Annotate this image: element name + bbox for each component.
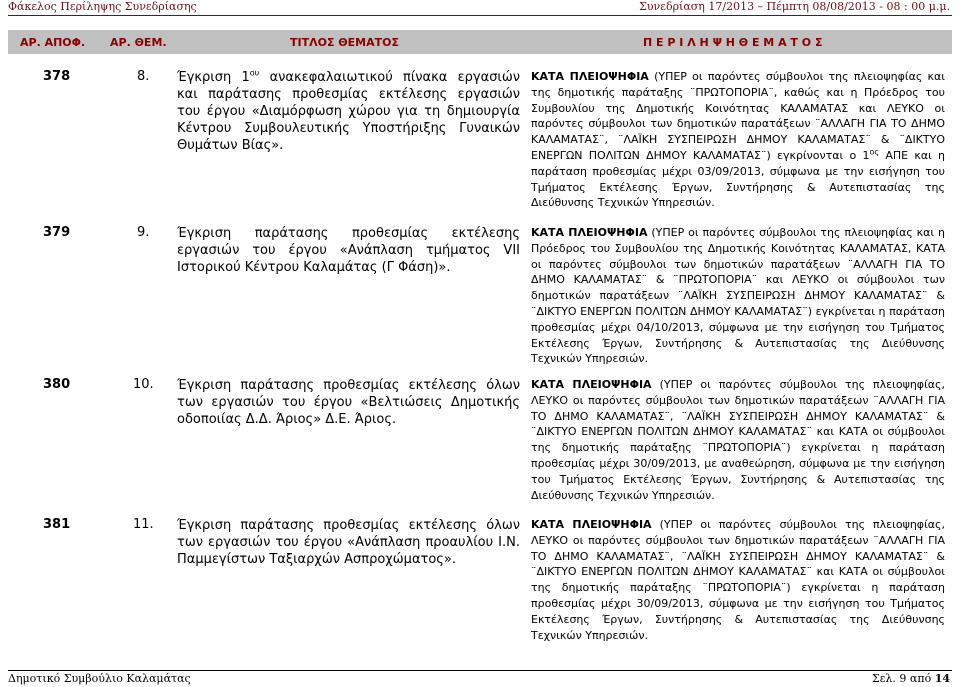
topic-summary: ΚΑΤΑ ΠΛΕΙΟΨΗΦΙΑ (ΥΠΕΡ οι παρόντες σύμβουλοι της πλειοψηφίας και η Πρόεδρος του Συμβουλίου της Δημοτικής Κοινότητας ΚΑΛΑΜΑΤΑΣ, ΚΑΤΑ οι παρόντες σύμβουλοι των δημοτικών παρατάξεων ¨ΑΛΛΑΓΗ ΓΙΑ ΤΟ ΔΗΜΟ ΚΑΛΑΜΑΤΑΣ¨ & ¨ΠΡΩΤΟΠΟΡΙΑ¨ και ΛΕΥΚΟ οι σύμβουλοι των δημοτικών παρατάξεων ¨ΛΑΪΚΗ ΣΥΣΠΕΙΡΩΣΗ ΔΗΜΟΥ ΚΑΛΑΜΑΤΑΣ¨ & ¨ΔΙΚΤΥΟ ΕΝΕΡΓΩΝ ΠΟΛΙΤΩΝ ΔΗΜΟΥ ΚΑΛΑΜΑΤΑΣ¨) εγκρίνεται η παράταση προθεσμίας μέχρι 04/10/2013, σύμφωνα με την εισήγηση του Τμήματος Εκτέλεσης Έργων, Συντήρησης & Αυτεπιστασίας της Διεύθυνσης Τεχνικών Υπηρεσιών. (531, 226, 945, 366)
page-total: 14 (934, 672, 950, 685)
page-number: 9 (899, 672, 907, 685)
topic-number: 10. (133, 377, 154, 392)
topic-summary: ΚΑΤΑ ΠΛΕΙΟΨΗΦΙΑ (ΥΠΕΡ οι παρόντες σύμβουλοι της πλειοψηφίας, ΛΕΥΚΟ οι παρόντες σύμβουλοι των δημοτικών παρατάξεων ¨ΑΛΛΑΓΗ ΓΙΑ ΤΟ ΔΗΜΟ ΚΑΛΑΜΑΤΑΣ¨, ¨ΛΑΪΚΗ ΣΥΣΠΕΙΡΩΣΗ ΔΗΜΟΥ ΚΑΛΑΜΑΤΑΣ¨ & ¨ΔΙΚΤΥΟ ΕΝΕΡΓΩΝ ΠΟΛΙΤΩΝ ΔΗΜΟΥ ΚΑΛΑΜΑΤΑΣ¨ και ΚΑΤΑ οι σύμβουλοι της δημοτικής παράταξης ¨ΠΡΩΤΟΠΟΡΙΑ¨) εγκρίνεται η παράταση προθεσμίας μέχρι 30/09/2013, με αναθεώρηση, σύμφωνα με την εισήγηση του Τμήματος Εκτέλεσης Έργων, Συντήρησης & Αυτεπιστασίας της Διεύθυνσης Τεχνικών Υπηρεσιών. (531, 378, 945, 502)
footer-divider (8, 670, 952, 671)
topic-number: 9. (137, 225, 150, 240)
page-indicator: Σελ. 9 από 14 (871, 672, 950, 685)
decision-number: 381 (43, 517, 71, 532)
topic-summary: ΚΑΤΑ ΠΛΕΙΟΨΗΦΙΑ (ΥΠΕΡ οι παρόντες σύμβουλοι της πλειοψηφίας και της δημοτικής παράταξης ¨ΠΡΩΤΟΠΟΡΙΑ¨, καθώς και η Πρόεδρος του Συμβουλίου της Δημοτικής Κοινότητας ΚΑΛΑΜΑΤΑΣ και ΛΕΥΚΟ οι παρόντες σύμβουλοι των δημοτικών παρατάξεων ¨ΑΛΛΑΓΗ ΓΙΑ ΤΟ ΔΗΜΟ ΚΑΛΑΜΑΤΑΣ¨, ¨ΛΑΪΚΗ ΣΥΣΠΕΙΡΩΣΗ ΔΗΜΟΥ ΚΑΛΑΜΑΤΑΣ¨ & ¨ΔΙΚΤΥΟ ΕΝΕΡΓΩΝ ΠΟΛΙΤΩΝ ΔΗΜΟΥ ΚΑΛΑΜΑΤΑΣ¨) εγκρίνονται ο $1^{o\varsigma}$ ΑΠΕ και η παράταση προθεσμίας μέχρι 03/09/2013, σύμφωνα με την εισήγηση του Τμήματος Εκτέλεσης Έργων, Συντήρησης & Αυτεπιστασίας της Διεύθυνσης Τεχνικών Υπηρεσιών. (531, 70, 946, 210)
topic-number: 11. (133, 517, 154, 532)
footer-council-name: Δημοτικό Συμβούλιο Καλαμάτας (8, 672, 191, 685)
topic-title: Έγκριση παράτασης προθεσμίας εκτέλεσης όλων των εργασιών του έργου «Βελτιώσεις Δημοτικής οδοποιίας Δ.Δ. Άριος» Δ.Ε. Άριος. (177, 378, 520, 427)
topic-title: Έγκριση παράτασης προθεσμίας εκτέλεσης όλων των εργασιών του έργου «Ανάπλαση προαυλίου Ι.Ν. Παμμεγίστων Ταξιαρχών Ασπροχώματος». (177, 518, 520, 567)
header-divider (8, 15, 952, 16)
header-folder-title: Φάκελος Περίληψης Συνεδρίασης (8, 0, 197, 13)
decision-number: 379 (43, 225, 71, 240)
page-header (0, 0, 960, 16)
column-header-decision-number: ΑΡ. ΑΠΟΦ. (20, 36, 86, 49)
decision-number: 378 (43, 69, 71, 84)
decision-number: 380 (43, 377, 71, 392)
topic-title: Έγκριση $1^{o\upsilon}$ ανακεφαλαιωτικού πίνακα εργασιών και παράτασης προθεσμίας εκτέλεσης εργασιών του έργου «Διαμόρφωση χώρου για τη δημιουργία Κέντρου Συμβουλευτικής Υποστήριξης Γυναικών Θυμάτων Βίας». (177, 68, 520, 153)
header-session-info: Συνεδρίαση 17/2013 – Πέμπτη 08/08/2013 - 08 : 00 μ.μ. (639, 0, 950, 13)
topic-summary: ΚΑΤΑ ΠΛΕΙΟΨΗΦΙΑ (ΥΠΕΡ οι παρόντες σύμβουλοι της πλειοψηφίας, ΛΕΥΚΟ οι παρόντες σύμβουλοι των δημοτικών παρατάξεων ¨ΑΛΛΑΓΗ ΓΙΑ ΤΟ ΔΗΜΟ ΚΑΛΑΜΑΤΑΣ¨, ¨ΛΑΪΚΗ ΣΥΣΠΕΙΡΩΣΗ ΔΗΜΟΥ ΚΑΛΑΜΑΤΑΣ¨ & ¨ΔΙΚΤΥΟ ΕΝΕΡΓΩΝ ΠΟΛΙΤΩΝ ΔΗΜΟΥ ΚΑΛΑΜΑΤΑΣ¨ και ΚΑΤΑ οι σύμβουλοι της δημοτικής παράταξης ¨ΠΡΩΤΟΠΟΡΙΑ¨) εγκρίνεται η παράταση προθεσμίας μέχρι 30/09/2013, σύμφωνα με την εισήγηση του Τμήματος Εκτέλεσης Έργων, Συντήρησης & Αυτεπιστασίας της Διεύθυνσης Τεχνικών Υπηρεσιών. (531, 518, 945, 642)
topic-title: Έγκριση παράτασης προθεσμίας εκτέλεσης εργασιών του έργου «Ανάπλαση τμήματος VII Ιστορικού Κέντρου Καλαμάτας (Γ Φάση)». (177, 226, 520, 275)
column-header-topic-title: ΤΙΤΛΟΣ ΘΕΜΑΤΟΣ (290, 36, 400, 49)
column-header-summary: Π Ε Ρ Ι Λ Η Ψ Η Θ Ε Μ Α Τ Ο Σ (643, 36, 823, 49)
topic-number: 8. (137, 69, 150, 84)
column-header-topic-number: ΑΡ. ΘΕΜ. (110, 36, 167, 49)
